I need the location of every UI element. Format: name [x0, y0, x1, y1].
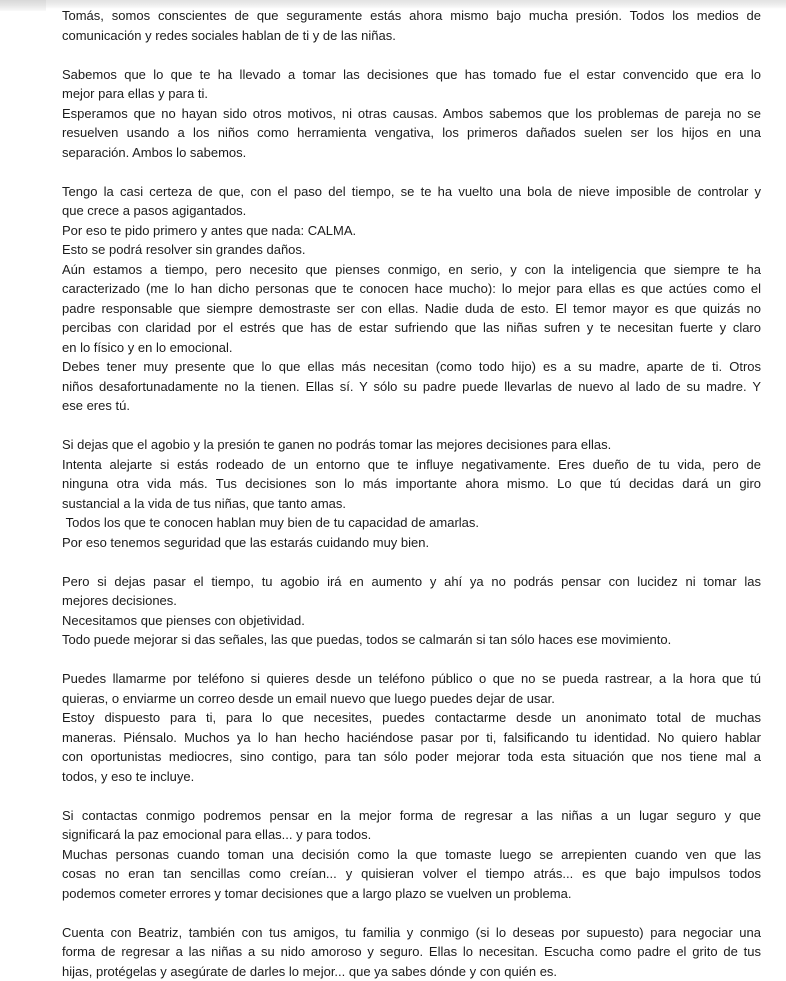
paragraph [62, 669, 761, 786]
text-line: mejores decisiones. [62, 591, 761, 611]
text-line: Aún estamos a tiempo, pero necesito que pienses conmigo, en serio, y con la inteligencia que siempre te ha [62, 260, 761, 280]
page-top-left-edge-shadow [0, 0, 46, 11]
text-line: Intenta alejarte si estás rodeado de un entorno que te influye negativamente. Eres dueño de tu vida, pero de [62, 455, 761, 475]
text-line: resuelven usando a los niños como herramienta vengativa, los primeros dañados suelen ser los hijos en una [62, 123, 761, 143]
text-line: caracterizado (me lo han dicho personas que te conocen hace mucho): lo mejor para ellas es que actúes como el [62, 279, 761, 299]
text-line: Cuenta con Beatriz, también con tus amigos, tu familia y conmigo (si lo deseas por supuesto) para negociar una [62, 923, 761, 943]
text-line: ese eres tú. [62, 396, 761, 416]
text-line: Puedes llamarme por teléfono si quieres desde un teléfono público o que no se pueda rastrear, a la hora que tú [62, 669, 761, 689]
text-line: Tengo la casi certeza de que, con el paso del tiempo, se te ha vuelto una bola de nieve imposible de controlar y [62, 182, 761, 202]
paragraph [62, 435, 761, 552]
text-line: Estoy dispuesto para ti, para lo que necesites, puedes contactarme desde un anonimato total de muchas [62, 708, 761, 728]
text-line: Pero si dejas pasar el tiempo, tu agobio irá en aumento y ahí ya no podrás pensar con lucidez ni tomar las [62, 572, 761, 592]
text-line: niños desafortunadamente no la tienen. Ellas sí. Y sólo su padre puede llevarlas de nuevo al lado de su madre. Y [62, 377, 761, 397]
text-line: todos, y eso te incluye. [62, 767, 761, 787]
paragraph [62, 182, 761, 416]
text-line: padre responsable que siempre demostraste ser con ellas. Nadie duda de esto. El temor mayor es que quizás no [62, 299, 761, 319]
text-line: maneras. Piénsalo. Muchos ya lo han hecho haciéndose pasar por ti, falsificando tu identidad. No quiero hablar [62, 728, 761, 748]
text-line: Esto se podrá resolver sin grandes daños. [62, 240, 761, 260]
paragraph [62, 65, 761, 163]
document-text-body [62, 6, 761, 981]
text-line: Sabemos que lo que te ha llevado a tomar las decisiones que has tomado fue el estar convencido que era lo [62, 65, 761, 85]
text-line: sustancial a la vida de tus niñas, que tanto amas. [62, 494, 761, 514]
text-line: Tomás, somos conscientes de que seguramente estás ahora mismo bajo mucha presión. Todos los medios de [62, 6, 761, 26]
text-line: significará la paz emocional para ellas... y para todos. [62, 825, 761, 845]
text-line: podemos cometer errores y tomar decisiones que a largo plazo se vuelven un problema. [62, 884, 761, 904]
text-line: percibas con claridad por el estrés que has de estar sufriendo que las niñas sufren y te necesitan fuerte y claro [62, 318, 761, 338]
text-line: en lo físico y en lo emocional. [62, 338, 761, 358]
text-line: comunicación y redes sociales hablan de ti y de las niñas. [62, 26, 761, 46]
text-line: cosas no eran tan sencillas como creían... y quisieran volver el tiempo atrás... es que bajo impulsos todos [62, 864, 761, 884]
text-line: Todos los que te conocen hablan muy bien de tu capacidad de amarlas. [62, 513, 761, 533]
paragraph [62, 806, 761, 904]
text-line: que crece a pasos agigantados. [62, 201, 761, 221]
paragraph [62, 923, 761, 981]
text-line: quieras, o enviarme un correo desde un email nuevo que luego puedes dejar de usar. [62, 689, 761, 709]
text-line: Todo puede mejorar si das señales, las que puedas, todos se calmarán si tan sólo haces ese movimiento. [62, 630, 761, 650]
text-line: Por eso te pido primero y antes que nada: CALMA. [62, 221, 761, 241]
text-line: forma de regresar a las niñas a su nido amoroso y seguro. Ellas lo necesitan. Escucha como padre el grito de tus [62, 942, 761, 962]
text-line: Si dejas que el agobio y la presión te ganen no podrás tomar las mejores decisiones para ellas. [62, 435, 761, 455]
paragraph [62, 6, 761, 45]
text-line: ninguna otra vida más. Tus decisiones son lo más importante ahora mismo. Lo que tú decidas dará un giro [62, 474, 761, 494]
text-line: Muchas personas cuando toman una decisión como la que tomaste luego se arrepienten cuando ven que las [62, 845, 761, 865]
paragraph [62, 572, 761, 650]
text-line: Necesitamos que pienses con objetividad. [62, 611, 761, 631]
text-line: Esperamos que no hayan sido otros motivos, ni otras causas. Ambos sabemos que los problemas de pareja no se [62, 104, 761, 124]
text-line: separación. Ambos lo sabemos. [62, 143, 761, 163]
text-line: Si contactas conmigo podremos pensar en la mejor forma de regresar a las niñas a un lugar seguro y que [62, 806, 761, 826]
text-line: mejor para ellas y para ti. [62, 84, 761, 104]
text-line: con oportunistas mediocres, sino contigo, para tan sólo poder mejorar toda esta situación que nos tiene mal a [62, 747, 761, 767]
text-line: Por eso tenemos seguridad que las estarás cuidando muy bien. [62, 533, 761, 553]
text-line: hijas, protégelas y asegúrate de darles lo mejor... que ya sabes dónde y con quién es. [62, 962, 761, 981]
text-line: Debes tener muy presente que lo que ellas más necesitan (como todo hijo) es a su madre, aparte de ti. Otros [62, 357, 761, 377]
